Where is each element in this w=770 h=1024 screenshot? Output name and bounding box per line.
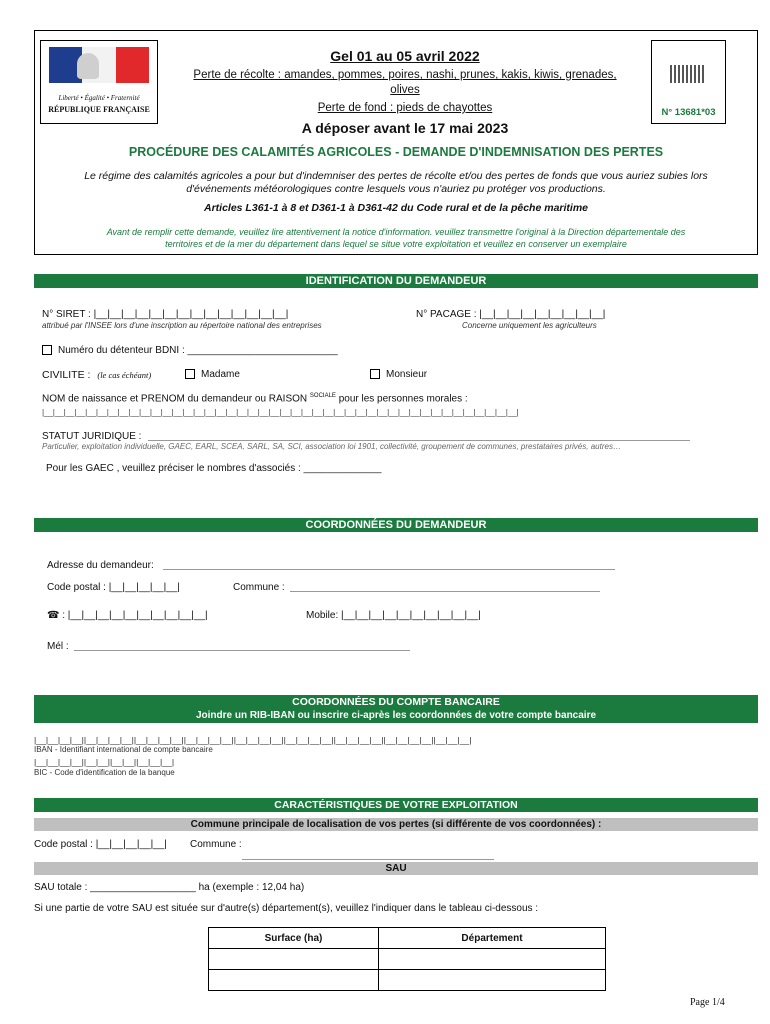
procedure-intro-2: d'événements météorologiques contre lesquels vous n'auriez pu protéger vos productions. (186, 183, 606, 195)
madame-label: Madame (201, 369, 240, 380)
iban-label: IBAN - Identifiant international de compte bancaire (34, 745, 213, 754)
marianne-flag-icon (49, 47, 149, 87)
table-header-row (209, 928, 606, 949)
adresse-field[interactable] (163, 569, 615, 570)
bdni-row (42, 345, 338, 356)
barcode-icon (670, 65, 706, 83)
exploitation-commune-label: Commune : (190, 839, 242, 850)
banque-heading (34, 695, 758, 723)
exploitation-code-postal[interactable]: Code postal : |__|__|__|__|__| (34, 839, 167, 850)
mel-field[interactable] (74, 650, 410, 651)
banque-heading-1: COORDONNÉES DU COMPTE BANCAIRE (292, 696, 500, 708)
mel-label: Mél : (47, 641, 69, 652)
siret-field[interactable]: N° SIRET : |__|__|__|__|__|__|__|__|__|__|__|__|__|__| (42, 309, 289, 320)
civilite-text: CIVILITE : (42, 369, 91, 381)
statut-label: STATUT JURIDIQUE : (42, 431, 142, 442)
madame-option[interactable] (185, 369, 240, 380)
monsieur-label: Monsieur (386, 369, 428, 380)
deadline: A déposer avant le 17 mai 2023 (301, 120, 509, 136)
civilite-label (42, 369, 151, 381)
code-postal-field[interactable]: Code postal : |__|__|__|__|__| (47, 582, 180, 593)
monsieur-checkbox[interactable] (370, 369, 380, 379)
departement-cell[interactable] (379, 970, 606, 991)
exploitation-commune-field[interactable] (242, 859, 494, 860)
phone-icon: ☎ (47, 610, 60, 621)
surface-header: Surface (ha) (209, 928, 379, 949)
sau-table (208, 927, 606, 991)
pacage-field[interactable]: N° PACAGE : |__|__|__|__|__|__|__|__|__| (416, 309, 606, 320)
bdni-checkbox[interactable] (42, 345, 52, 355)
phone-boxes: : |__|__|__|__|__|__|__|__|__|__| (62, 610, 208, 621)
republic-motto: Liberté • Égalité • Fraternité (58, 94, 140, 102)
monsieur-option[interactable] (370, 369, 427, 380)
statut-note: Particulier, exploitation individuelle, GAEC, EARL, SCEA, SARL, SA, SCI, association loi 1901, collectivité, groupement de communes, prestataires privés, autres… (42, 442, 621, 451)
procedure-title: PROCÉDURE DES CALAMITÉS AGRICOLES - DEMANDE D'INDEMNISATION DES PERTES (128, 145, 664, 159)
bdni-field[interactable]: Numéro du détenteur BDNI : ___________________________ (58, 345, 338, 356)
republic-logo (40, 40, 158, 124)
phone-row[interactable] (47, 610, 208, 621)
perte-recolte-line: Perte de récolte : amandes, pommes, poires, nashi, prunes, kakis, kiwis, grenades, (193, 69, 617, 81)
siret-note: attribué par l'INSEE lors d'une inscription au répertoire national des entreprises (42, 321, 322, 330)
civilite-note: (le cas échéant) (97, 370, 152, 380)
procedure-intro-1: Le régime des calamités agricoles a pour but d'indemniser des pertes de récolte et/ou des pertes de fonds que vous auriez subies lors (84, 170, 708, 182)
page-number: Page 1/4 (690, 997, 725, 1008)
iban-boxes[interactable]: |__|__|__|__||__|__|__|__||__|__|__|__||__|__|__|__||__|__|__|__||__|__|__|__||__|__|__|__||__|__|__|__||__|__|__| (34, 735, 472, 745)
sau-totale-field[interactable]: SAU totale : ___________________ ha (exemple : 12,04 ha) (34, 882, 305, 893)
republic-name: RÉPUBLIQUE FRANÇAISE (48, 105, 150, 114)
nom-sup: SOCIALE (309, 393, 336, 399)
sau-note: Si une partie de votre SAU est située sur d'autre(s) département(s), veuillez l'indiquer dans le tableau ci-dessous : (34, 903, 539, 914)
table-row[interactable] (209, 970, 606, 991)
nom-suffix: pour les personnes morales : (338, 393, 468, 405)
adresse-label: Adresse du demandeur: (47, 560, 154, 571)
nom-label (42, 393, 468, 404)
perte-fond-line: Perte de fond : pieds de chayottes (317, 102, 493, 114)
table-row[interactable] (209, 949, 606, 970)
statut-line[interactable] (148, 440, 690, 441)
cerfa-number: N° 13681*03 (661, 107, 716, 118)
mobile-field[interactable]: Mobile: |__|__|__|__|__|__|__|__|__|__| (306, 610, 481, 621)
sau-heading: SAU (34, 862, 758, 875)
coordonnees-heading: COORDONNÉES DU DEMANDEUR (34, 518, 758, 532)
departement-cell[interactable] (379, 949, 606, 970)
madame-checkbox[interactable] (185, 369, 195, 379)
identification-heading: IDENTIFICATION DU DEMANDEUR (34, 274, 758, 288)
form-title: Gel 01 au 05 avril 2022 (330, 48, 480, 64)
cerfa-box (651, 40, 726, 124)
departement-header: Département (379, 928, 606, 949)
procedure-notice-2: territoires et de la mer du département dans lequel se situe votre exploitation et veuillez en conserver un exemplaire (165, 239, 627, 249)
nom-boxes[interactable]: |__|__|__|__|__|__|__|__|__|__|__|__|__|__|__|__|__|__|__|__|__|__|__|__|__|__|__|__|__|__|__|__|__|__|__|__|__|__|__|__|__|__|__|__| (42, 407, 519, 417)
perte-recolte-line-2: olives (390, 84, 420, 96)
pacage-note: Concerne uniquement les agriculteurs (462, 321, 597, 330)
exploitation-heading: CARACTÉRISTIQUES DE VOTRE EXPLOITATION (34, 798, 758, 812)
surface-cell[interactable] (209, 949, 379, 970)
gaec-field[interactable]: Pour les GAEC , veuillez préciser le nombres d'associés : ______________ (46, 463, 382, 474)
nom-text: NOM de naissance et PRENOM du demandeur ou RAISON (42, 393, 308, 405)
procedure-articles: Articles L361-1 à 8 et D361-1 à D361-42 du Code rural et de la pêche maritime (204, 202, 588, 214)
commune-field[interactable] (290, 591, 600, 592)
commune-pertes-heading: Commune principale de localisation de vos pertes (si différente de vos coordonnées) : (34, 818, 758, 831)
commune-label: Commune : (233, 582, 285, 593)
bic-boxes[interactable]: |__|__|__|__||__|__||__|__||__|__|__| (34, 757, 175, 767)
banque-heading-2: Joindre un RIB-IBAN ou inscrire ci-après les coordonnées de votre compte bancaire (195, 710, 597, 721)
bic-label: BIC - Code d'identification de la banque (34, 768, 175, 777)
procedure-notice-1: Avant de remplir cette demande, veuillez lire attentivement la notice d'information. veuillez transmettre l'original à la Direction départementale des (106, 227, 686, 237)
surface-cell[interactable] (209, 970, 379, 991)
